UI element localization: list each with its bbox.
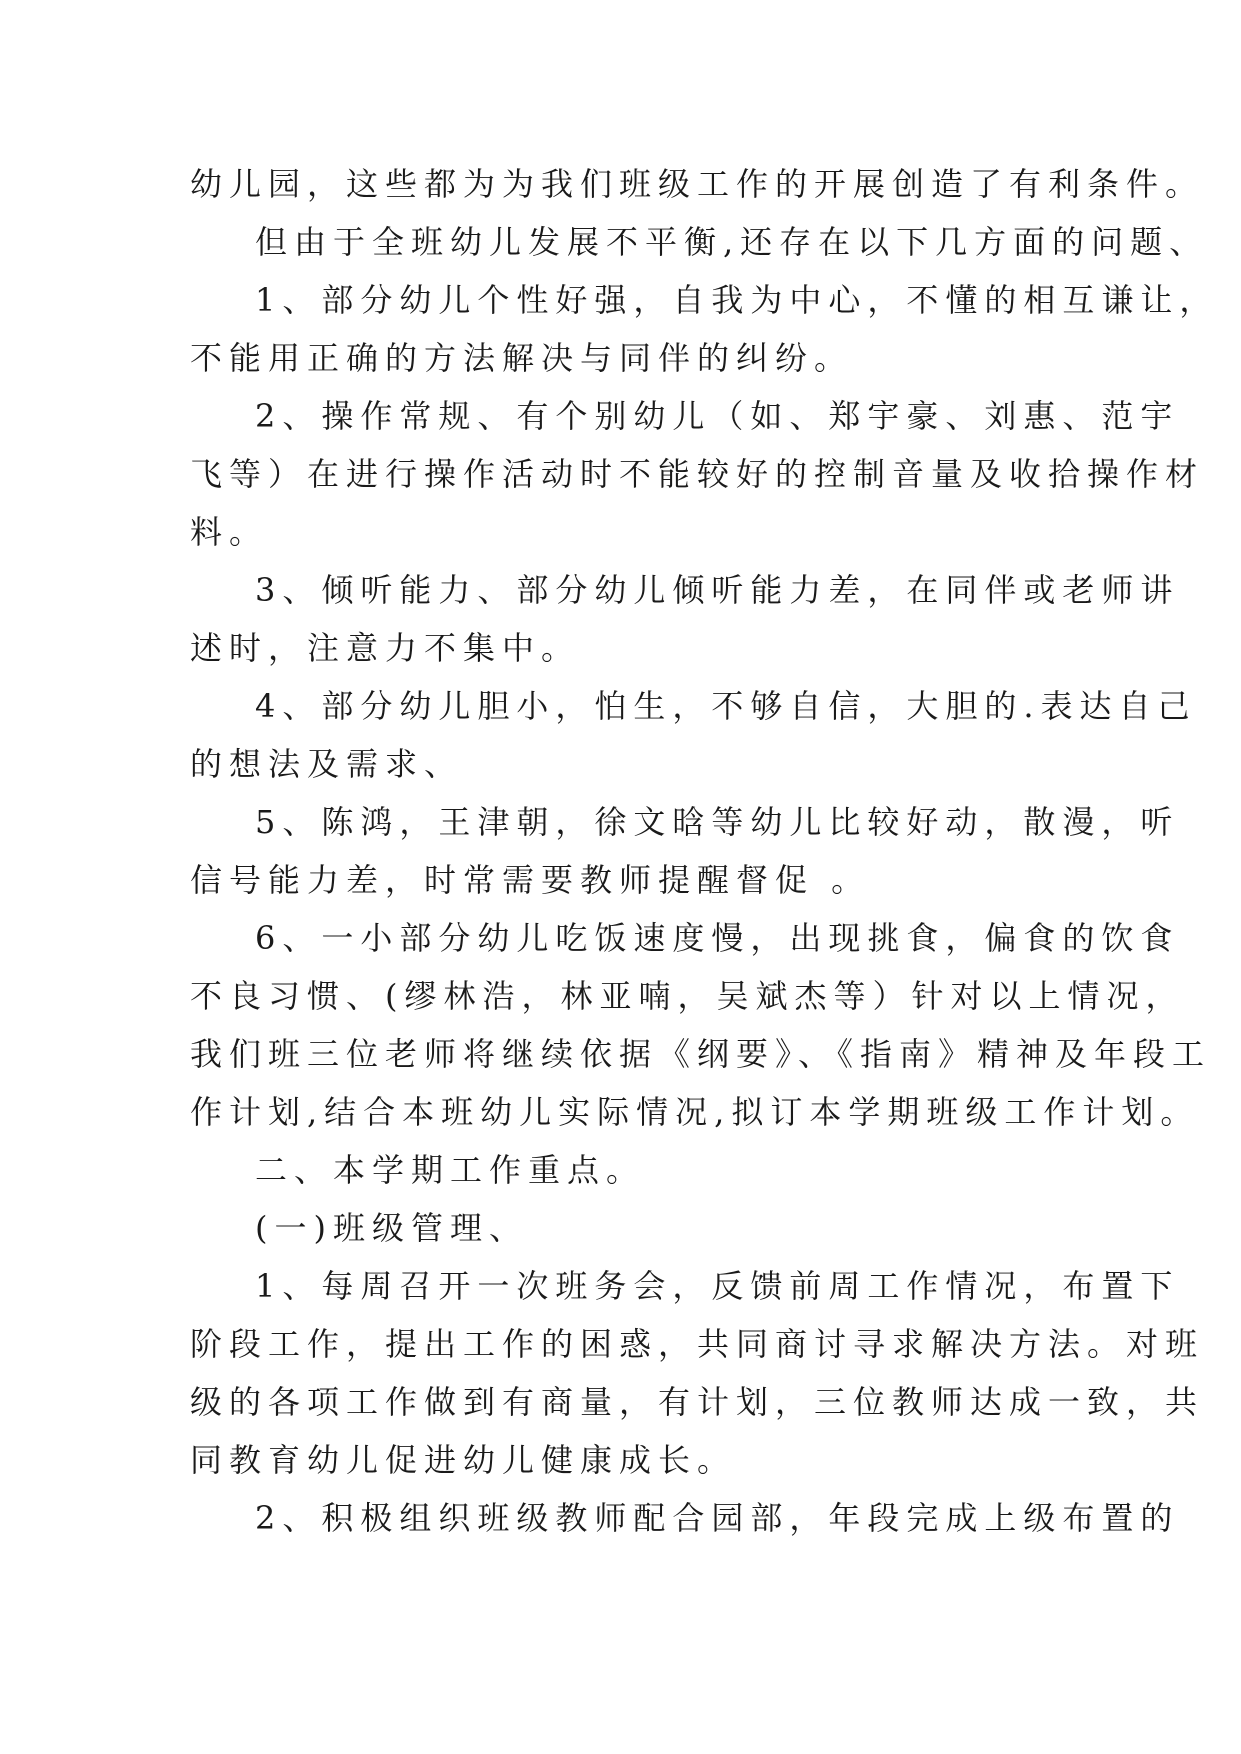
- text-line: 5、陈鸿，王津朝，徐文晗等幼儿比较好动，散漫，听: [255, 803, 1180, 841]
- text-line: 1、部分幼儿个性好强，自我为中心，不懂的相互谦让，: [255, 281, 1219, 319]
- text-line: 作计划,结合本班幼儿实际情况,拟订本学期班级工作计划。: [190, 1093, 1200, 1131]
- text-line: 阶段工作，提出工作的困惑，共同商讨寻求解决方法。对班: [190, 1325, 1205, 1363]
- text-line: 但由于全班幼儿发展不平衡,还存在以下几方面的问题、: [255, 223, 1209, 261]
- text-line: 的想法及需求、: [190, 745, 464, 783]
- text-line: 我们班三位老师将继续依据《纲要》、《指南》精神及年段工: [190, 1035, 1212, 1073]
- text-line: 1、每周召开一次班务会，反馈前周工作情况，布置下: [255, 1267, 1180, 1305]
- text-line: 4、部分幼儿胆小，怕生，不够自信，大胆的.表达自己: [255, 687, 1197, 725]
- text-line: 不良习惯、(缪林浩，林亚喃，吴斌杰等）针对以上情况，: [190, 977, 1185, 1015]
- text-line: 不能用正确的方法解决与同伴的纠纷。: [190, 339, 854, 377]
- text-line: 2、操作常规、有个别幼儿（如、郑宇豪、刘惠、范宇: [255, 397, 1180, 435]
- text-line: 6、一小部分幼儿吃饭速度慢，出现挑食，偏食的饮食: [255, 919, 1180, 957]
- text-line: 级的各项工作做到有商量，有计划，三位教师达成一致，共: [190, 1383, 1205, 1421]
- text-line: 料。: [190, 513, 269, 551]
- text-line: 同教育幼儿促进幼儿健康成长。: [190, 1441, 737, 1479]
- document-body: [190, 155, 1219, 1547]
- text-line: 信号能力差，时常需要教师提醒督促 。: [190, 861, 871, 899]
- text-line: 述时，注意力不集中。: [190, 629, 581, 667]
- section-heading: 二、本学期工作重点。: [255, 1151, 646, 1189]
- text-line: 3、倾听能力、部分幼儿倾听能力差，在同伴或老师讲: [255, 571, 1180, 609]
- text-line: 幼儿园，这些都为为我们班级工作的开展创造了有利条件。: [190, 165, 1205, 203]
- subsection-heading: (一)班级管理、: [255, 1209, 528, 1247]
- text-line: 飞等）在进行操作活动时不能较好的控制音量及收拾操作材: [190, 455, 1205, 493]
- text-line: 2、积极组织班级教师配合园部，年段完成上级布置的: [255, 1499, 1180, 1537]
